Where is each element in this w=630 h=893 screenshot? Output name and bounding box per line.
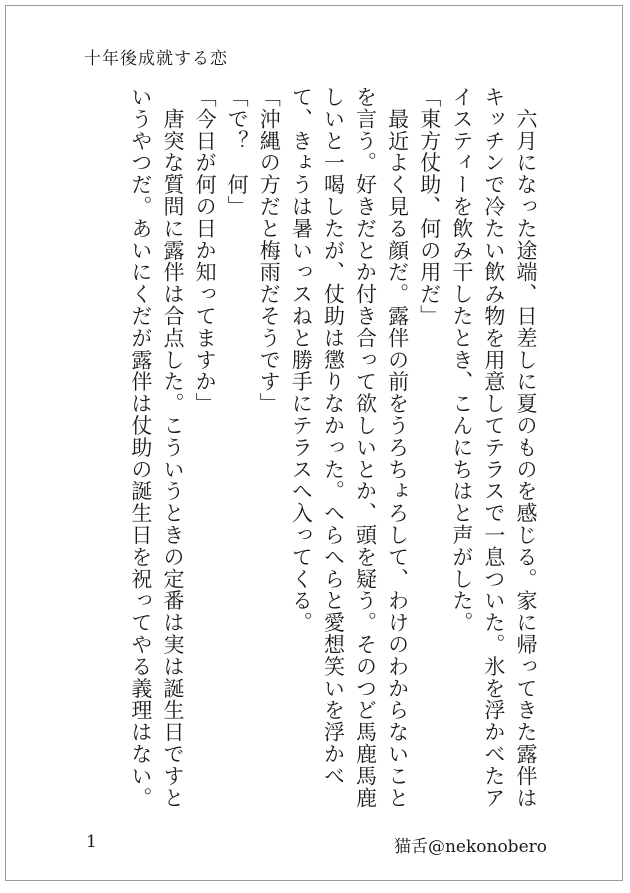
manuscript-page bbox=[5, 5, 623, 881]
author-credit: 猫舌@nekonobero bbox=[393, 837, 547, 857]
paragraph: 「で？ 何」 bbox=[225, 86, 250, 218]
page-number: 1 bbox=[86, 832, 97, 852]
paragraph: 「東方仗助、何の用だ」 bbox=[417, 86, 442, 327]
paragraph: 「沖縄の方だと梅雨だそうです」 bbox=[257, 86, 282, 415]
paragraph: 六月になった途端、日差しに夏のものを感じる。家に帰ってきた露伴はキッチンで冷たい飲み物を用意してテラスで一息ついた。氷を浮かべたアイスティーを飲み干したとき、こんにちはと声がした。 bbox=[449, 86, 538, 809]
story-title: 十年後成就する恋 bbox=[84, 49, 228, 69]
paragraph: 「今日が何の日か知ってますか」 bbox=[193, 86, 218, 415]
paragraph: 最近よく見る顔だ。露伴の前をうろちょろして、わけのわからないことを言う。好きだとか付き合って欲しいとか、頭を疑う。そのつど馬鹿馬鹿しいと一喝したが、仗助は懲りなかった。へらへらと愛想笑いを浮かべて、きょうは暑いっスねと勝手にテラスへ入ってくる。 bbox=[289, 86, 410, 809]
paragraph: 唐突な質問に露伴は合点した。こういうときの定番は実は誕生日ですというやつだ。あいにくだが露伴は仗助の誕生日を祝ってやる義理はない。 bbox=[128, 86, 185, 809]
story-body bbox=[125, 86, 542, 826]
